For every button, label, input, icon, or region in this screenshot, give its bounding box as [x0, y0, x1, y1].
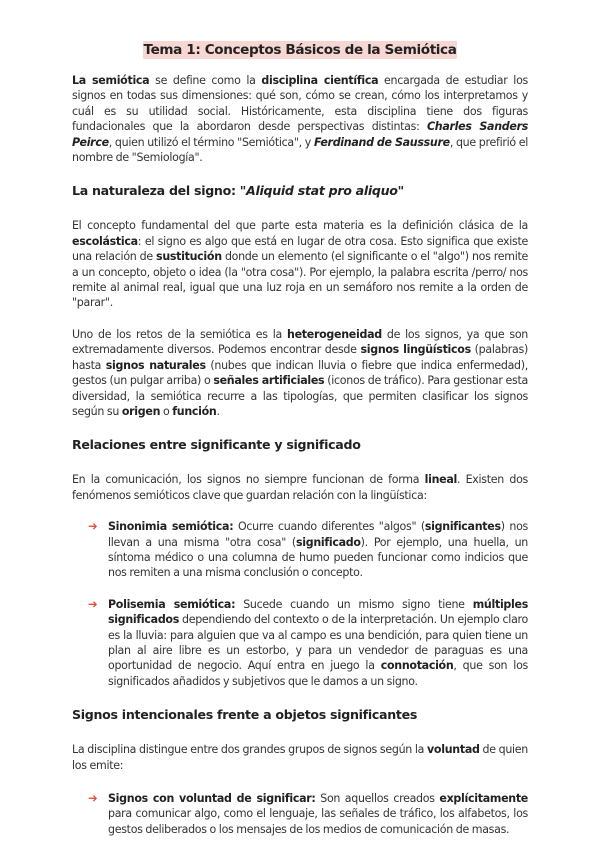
heterogeneity-paragraph: Uno de los retos de la semiótica es la heterogeneidad de los signos, ya que son extremadamente diversos. Podemos encontrar desde signos lingüísticos (palabras) hasta signos naturales (nubes que indican lluvia o fiebre que indica enfermedad), gestos (un pulgar arriba) o señales artificiales (iconos de tráfico). Para gestionar esta diversidad, la semiótica recurre a las tipologías, que permiten clasificar los signos según su origen o función.	[72, 327, 529, 418]
section-heading-intentional-signs: Signos intencionales frente a objetos significantes	[72, 707, 418, 723]
sign-definition-paragraph: El concepto fundamental del que parte esta materia es la definición clásica de la escolástica: el signo es algo que está en lugar de otra cosa. Esto significa que existe una relación de sustitución donde un elemento (el significante o el "algo") nos remite a un concepto, objeto o idea (la "otra cosa"). Por ejemplo, la palabra escrita /perro/ nos remite al animal real, igual que una luz roja en un semáforo nos remite a la orden de "parar".	[72, 219, 528, 310]
page-title: Tema 1: Conceptos Básicos de la Semiótica	[143, 42, 457, 58]
intro-paragraph: La semiótica se define como la disciplina científica encargada de estudiar los signos en todas sus dimensiones: qué son, cómo se crean, cómo los interpretamos y cuál es su utilidad social. Históricamente, esta disciplina tiene dos figuras fundacionales que la abordaron desde perspectivas distintas: Charles Sanders Peirce, quien utilizó el término "Semiótica", y Ferdinand de Saussure, que prefirió el nombre de "Semiología".	[72, 74, 529, 165]
arrow-bullet-icon: ➔	[88, 791, 98, 805]
arrow-bullet-icon: ➔	[88, 519, 98, 534]
bullet-sinonimia: ➔ Sinonimia semiótica: Ocurre cuando diferentes "algos" (significantes) nos llevan a una misma "otra cosa" (significado). Por ejemplo, una huella, un síntoma médico o una columna de humo pueden funcionar como indicios que nos remiten a una misma conclusión o concepto.	[88, 519, 529, 580]
bullet-polisemia: ➔ Polisemia semiótica: Sucede cuando un mismo signo tiene múltiples significados dependiendo del contexto o de la interpretación. Un ejemplo claro es la lluvia: para alguien que va al campo es una bendición, para quien tiene un plan al aire libre es un estorbo, y para un vendedor de paraguas es una oportunidad de negocio. Aquí entra en juego la connotación, que son los significados añadidos y subjetivos que le damos a un signo.	[88, 596, 528, 688]
communication-paragraph: En la comunicación, los signos no siempre funcionan de forma lineal. Existen dos fenómenos semióticos clave que guardan relación con la lingüística:	[72, 473, 528, 502]
section-heading-sign-nature: La naturaleza del signo: "Aliquid stat pro aliquo"	[72, 183, 404, 199]
section-heading-signifier-signified: Relaciones entre significante y significado	[72, 437, 361, 453]
bullet-intentional-signs: ➔ Signos con voluntad de significar: Son aquellos creados explícitamente para comunicar algo, como el lenguaje, las señales de tráfico, los alfabetos, los gestos deliberados o los mensajes de los medios de comunicación de masas.	[88, 791, 528, 836]
arrow-bullet-icon: ➔	[88, 596, 98, 611]
will-paragraph: La disciplina distingue entre dos grandes grupos de signos según la voluntad de quien los emite:	[72, 743, 528, 772]
